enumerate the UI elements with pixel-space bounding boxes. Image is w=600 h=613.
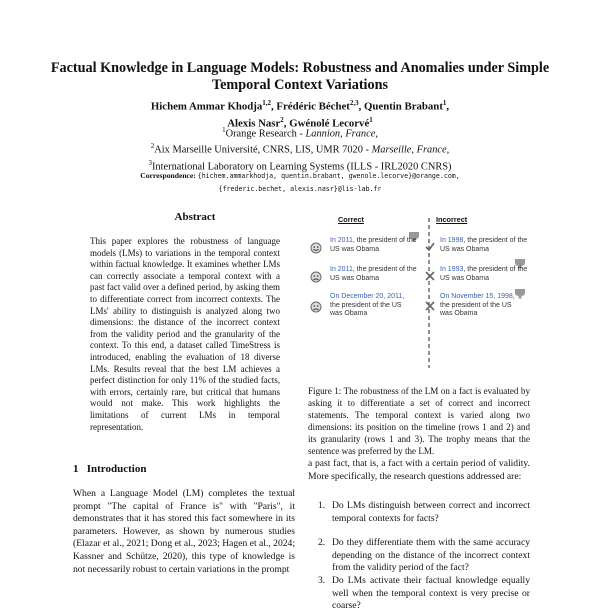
figure-row-1-incorrect [440, 237, 530, 254]
smiley-sad-icon [310, 301, 322, 313]
research-question [308, 500, 530, 530]
research-question [308, 575, 530, 612]
correspondence-label: Correspondence: [140, 171, 196, 180]
author-sep: , [271, 100, 277, 113]
author-affil-sup: 1 [369, 115, 373, 124]
smiley-sad-icon [310, 271, 322, 283]
correspondence-emails-2[interactable]: {frederic.bechet, alexis.nasr}@lis-lab.fr [218, 184, 382, 193]
figure-row-2-correct [330, 266, 422, 283]
affiliation-line [40, 140, 560, 156]
affil-tail: , [446, 144, 450, 156]
author-sep: , [283, 117, 290, 130]
section-heading-introduction [73, 463, 146, 475]
intro-continuation-text: a past fact, that is, a fact with a certain period of validity. More specifically, the research questions addressed are: [308, 458, 530, 482]
affil-text: Orange Research - [225, 128, 306, 140]
author-name: Gwénolé Lecorvé [289, 117, 370, 130]
statement-text: , the president of the US was Obama [330, 266, 417, 282]
figure-divider [424, 218, 434, 368]
statement-text: , the president of the US was Obama [330, 293, 405, 318]
affil-tail: , [375, 128, 378, 140]
introduction-text: When a Language Model (LM) completes the textual prompt "The capital of France is" with "Paris", it demonstrates that it has stored this fact somewhere in its parameters. However, as shown by numerous studies (Elazar et al., 2021; Dong et al., 2023; Hagen et al., 2024; Kassner and Schütze, 2020), this type of knowledge is not necessarily robust to certain variations in the prompt [73, 488, 295, 575]
smiley-happy-icon [310, 242, 322, 254]
affil-location: Lannion, France [305, 128, 376, 140]
date-highlight: In 2011 [330, 266, 353, 273]
author-sep: , [446, 100, 450, 113]
question-number: 1. [318, 500, 326, 511]
figure-row-3-correct [330, 293, 410, 319]
section-title: Introduction [86, 463, 147, 475]
statement-text: , the president of the US was Obama [440, 237, 528, 253]
affil-sup: 3 [148, 158, 152, 167]
author-sep: , [358, 100, 365, 113]
date-highlight: In 2011 [330, 237, 353, 244]
date-highlight: On November 15, 1998 [440, 293, 513, 300]
figure-col-correct: Correct [338, 215, 364, 224]
affil-sup: 2 [150, 142, 155, 151]
question-number: 2. [318, 537, 326, 548]
affil-text: Aix Marseille Université, CNRS, LIS, UMR 7020 - [154, 144, 372, 156]
author-affil-sup: 2,3 [349, 99, 359, 107]
statement-text: , the president of the US was Obama [440, 293, 515, 318]
figure-1 [308, 212, 530, 377]
author-name: Frédéric Béchet [276, 100, 350, 113]
paper-title: Factual Knowledge in Language Models: Robustness and Anomalies under Simple Temporal Context Variations [50, 60, 550, 93]
author-line-1 [40, 97, 560, 114]
question-number: 3. [318, 575, 326, 586]
author-name: Hichem Ammar Khodja [150, 100, 263, 113]
date-highlight: In 1993 [440, 266, 464, 273]
date-highlight: In 1998 [440, 237, 464, 244]
affil-sup: 1 [222, 126, 226, 134]
abstract-text: This paper explores the robustness of language models (LMs) to variations in the temporal context within factual knowledge. It examines whether LMs can correctly associate a temporal context with a past fact valid over a defined period, by asking them to differentiate correct from incorrect contexts. The LMs' ability to distinguish is analyzed along two dimensions: the distance of the incorrect context from the validity period and the granularity of the context. To this end, a dataset called TimeStress is introduced, enabling the evaluation of 18 diverse LMs. Results reveal that the best LM achieves a perfect distinction for only 11% of the studied facts, with errors, certainly rare, but critical that humans would not make. This work highlights the limitations of current LMs in temporal representation. [90, 236, 280, 432]
abstract-heading: Abstract [174, 211, 216, 223]
author-name: Alexis Nasr [227, 117, 281, 130]
date-highlight: On December 20, 2011 [330, 293, 403, 300]
figure-col-incorrect: Incorrect [436, 215, 468, 224]
figure-row-2-incorrect [440, 266, 530, 283]
question-text: Do they differentiate them with the same accuracy depending on the distance of the incorrect context from the validity period of the fact? [332, 537, 530, 574]
section-number: 1 [73, 463, 79, 475]
question-text: Do LMs distinguish between correct and incorrect temporal contexts for facts? [332, 500, 530, 524]
cross-icon [425, 271, 435, 281]
author-name: Quentin Brabant [364, 100, 443, 113]
author-affil-sup: 1,2 [262, 99, 271, 107]
check-icon [425, 242, 435, 252]
statement-text: , the president of the US was Obama [440, 266, 528, 282]
figure-row-1-correct [330, 237, 422, 254]
question-text: Do LMs activate their factual knowledge equally well when the temporal context is very precise or coarse? [332, 575, 530, 612]
correspondence-emails-1[interactable]: {hichem.ammarkhodja, quentin.brabant, gwenole.lecorve}@orange.com, [197, 172, 460, 180]
affil-location: Marseille, France [371, 144, 447, 156]
figure-caption: Figure 1: The robustness of the LM on a fact is evaluated by asking it to differentiate a set of correct and incorrect statements. The temporal context is varied along two dimensions: its position on the timeline (rows 1 and 2) and its granularity (rows 1 and 3). The trophy means that the sentence was preferred by the LM. [308, 386, 530, 456]
author-affil-sup: 2 [280, 115, 284, 124]
affil-text: International Laboratory on Learning Systems (ILLS - IRL2020 CNRS) [151, 161, 452, 173]
author-affil-sup: 1 [442, 99, 447, 107]
figure-row-3-incorrect [440, 293, 516, 319]
correspondence [40, 170, 560, 195]
statement-text: , the president of the US was Obama [330, 237, 417, 253]
cross-icon [425, 301, 435, 311]
affiliation-line [40, 124, 560, 140]
affiliations [40, 124, 560, 173]
